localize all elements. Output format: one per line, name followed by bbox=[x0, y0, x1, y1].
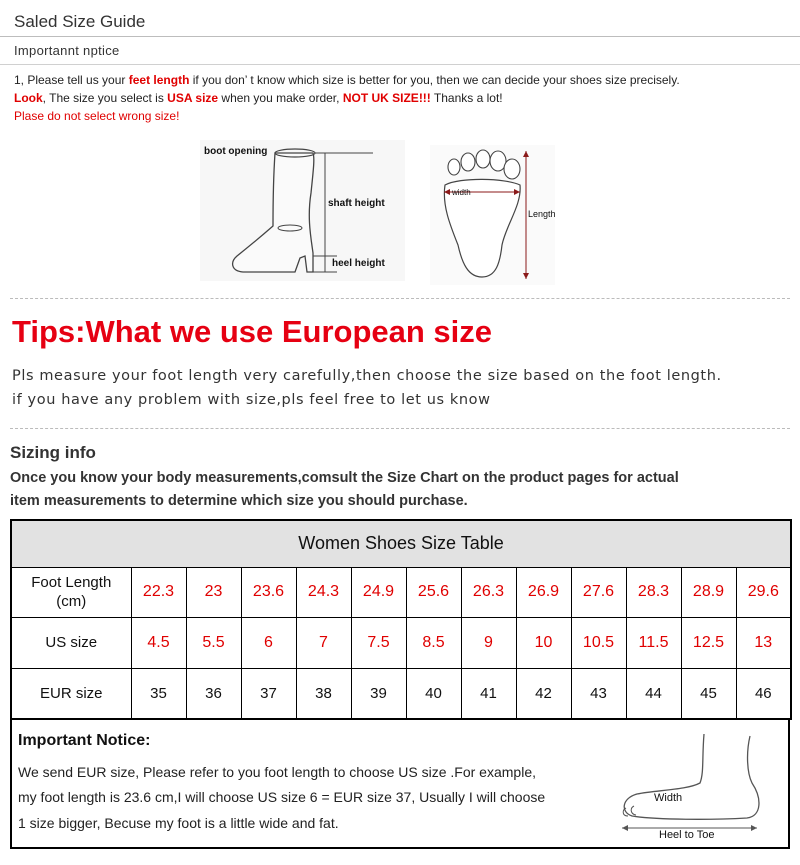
eur-size-cell: 37 bbox=[241, 668, 296, 719]
foot-length-cell: 22.3 bbox=[131, 567, 186, 617]
eur-size-cell: 40 bbox=[406, 668, 461, 719]
foot-length-cell: 25.6 bbox=[406, 567, 461, 617]
header-divider bbox=[0, 36, 800, 37]
us-size-cell: 9 bbox=[461, 617, 516, 668]
us-size-cell: 8.5 bbox=[406, 617, 461, 668]
instruction-text: , The size you select is bbox=[42, 91, 168, 105]
foot-diagram bbox=[430, 145, 555, 285]
eur-size-row-label: EUR size bbox=[11, 668, 131, 719]
eur-size-cell: 42 bbox=[516, 668, 571, 719]
size-table-title: Women Shoes Size Table bbox=[11, 520, 791, 567]
shaft-height-label: shaft height bbox=[328, 198, 385, 209]
feet-length-emphasis: feet length bbox=[128, 73, 190, 87]
eur-size-cell: 39 bbox=[351, 668, 406, 719]
foot-length-cell: 26.9 bbox=[516, 567, 571, 617]
important-notice-box bbox=[10, 719, 790, 849]
heel-height-label: heel height bbox=[332, 258, 385, 269]
eur-size-cell: 44 bbox=[626, 668, 681, 719]
foot-length-cell: 24.9 bbox=[351, 567, 406, 617]
boot-opening-label: boot opening bbox=[204, 146, 268, 157]
table-row bbox=[11, 567, 791, 617]
sizing-desc-line-1: Once you know your body measurements,comsult the Size Chart on the product pages for actual bbox=[10, 470, 679, 486]
notice-divider bbox=[0, 64, 800, 65]
eur-size-cell: 46 bbox=[736, 668, 791, 719]
foot-length-cell: 23 bbox=[186, 567, 241, 617]
important-notice-line-3: 1 size bigger, Becuse my foot is a little wide and fat. bbox=[18, 815, 339, 831]
look-emphasis: Look bbox=[14, 91, 43, 105]
sizing-title: Sizing info bbox=[10, 443, 96, 462]
foot-length-cell: 28.9 bbox=[681, 567, 736, 617]
foot-length-unit-text: (cm) bbox=[56, 593, 87, 610]
us-size-cell: 4.5 bbox=[131, 617, 186, 668]
foot-length-cell: 27.6 bbox=[571, 567, 626, 617]
instruction-line-3: Plase do not select wrong size! bbox=[14, 109, 180, 123]
us-size-cell: 13 bbox=[736, 617, 791, 668]
eur-size-cell: 43 bbox=[571, 668, 626, 719]
foot-length-cell: 24.3 bbox=[296, 567, 351, 617]
us-size-cell: 5.5 bbox=[186, 617, 241, 668]
instruction-text: 1, Please tell us your bbox=[14, 73, 129, 87]
foot-length-label: Length bbox=[528, 209, 556, 219]
notice-heading: Importannt nptice bbox=[14, 43, 120, 58]
foot-length-row-label bbox=[11, 567, 131, 617]
instruction-line-1 bbox=[14, 73, 680, 87]
foot-width-label: width bbox=[452, 188, 471, 197]
important-notice-title: Important Notice: bbox=[18, 732, 151, 749]
section-divider bbox=[10, 428, 790, 429]
instruction-text: when you make order, bbox=[218, 91, 343, 105]
eur-size-cell: 36 bbox=[186, 668, 241, 719]
foot-length-cell: 26.3 bbox=[461, 567, 516, 617]
us-size-cell: 10.5 bbox=[571, 617, 626, 668]
instruction-text: if you don’ t know which size is better for you, then we can decide your shoes size precisely. bbox=[189, 73, 680, 87]
width-label: Width bbox=[654, 792, 683, 804]
table-row bbox=[11, 668, 791, 719]
important-notice-line-1: We send EUR size, Please refer to you foot length to choose US size .For example, bbox=[18, 764, 536, 780]
sizing-desc-line-2: item measurements to determine which size you should purchase. bbox=[10, 493, 468, 509]
foot-length-label-text: Foot Length bbox=[31, 574, 112, 591]
instruction-text: Thanks a lot! bbox=[430, 91, 503, 105]
us-size-cell: 7 bbox=[296, 617, 351, 668]
us-size-cell: 12.5 bbox=[681, 617, 736, 668]
not-uk-size-emphasis: NOT UK SIZE!!! bbox=[342, 91, 431, 105]
us-size-cell: 7.5 bbox=[351, 617, 406, 668]
us-size-row-label: US size bbox=[11, 617, 131, 668]
instruction-line-2 bbox=[14, 91, 503, 105]
us-size-cell: 10 bbox=[516, 617, 571, 668]
eur-size-cell: 45 bbox=[681, 668, 736, 719]
eur-size-cell: 35 bbox=[131, 668, 186, 719]
table-row bbox=[11, 617, 791, 668]
usa-size-emphasis: USA size bbox=[167, 91, 219, 105]
foot-side-diagram bbox=[612, 728, 777, 846]
tips-line-1: Pls measure your foot length very carefully,then choose the size based on the foot length. bbox=[12, 368, 722, 384]
foot-length-cell: 28.3 bbox=[626, 567, 681, 617]
important-notice-line-2: my foot length is 23.6 cm,I will choose US size 6 = EUR size 37, Usually I will choose bbox=[18, 789, 546, 805]
eur-size-cell: 38 bbox=[296, 668, 351, 719]
us-size-cell: 11.5 bbox=[626, 617, 681, 668]
foot-length-cell: 29.6 bbox=[736, 567, 791, 617]
size-table bbox=[10, 519, 792, 720]
tips-heading: Tips:What we use European size bbox=[12, 314, 493, 349]
heel-to-toe-label: Heel to Toe bbox=[659, 829, 715, 841]
boot-diagram bbox=[195, 138, 410, 283]
us-size-cell: 6 bbox=[241, 617, 296, 668]
eur-size-cell: 41 bbox=[461, 668, 516, 719]
page-title: Saled Size Guide bbox=[14, 12, 146, 31]
foot-length-cell: 23.6 bbox=[241, 567, 296, 617]
tips-line-2: if you have any problem with size,pls feel free to let us know bbox=[12, 392, 491, 408]
section-divider bbox=[10, 298, 790, 299]
